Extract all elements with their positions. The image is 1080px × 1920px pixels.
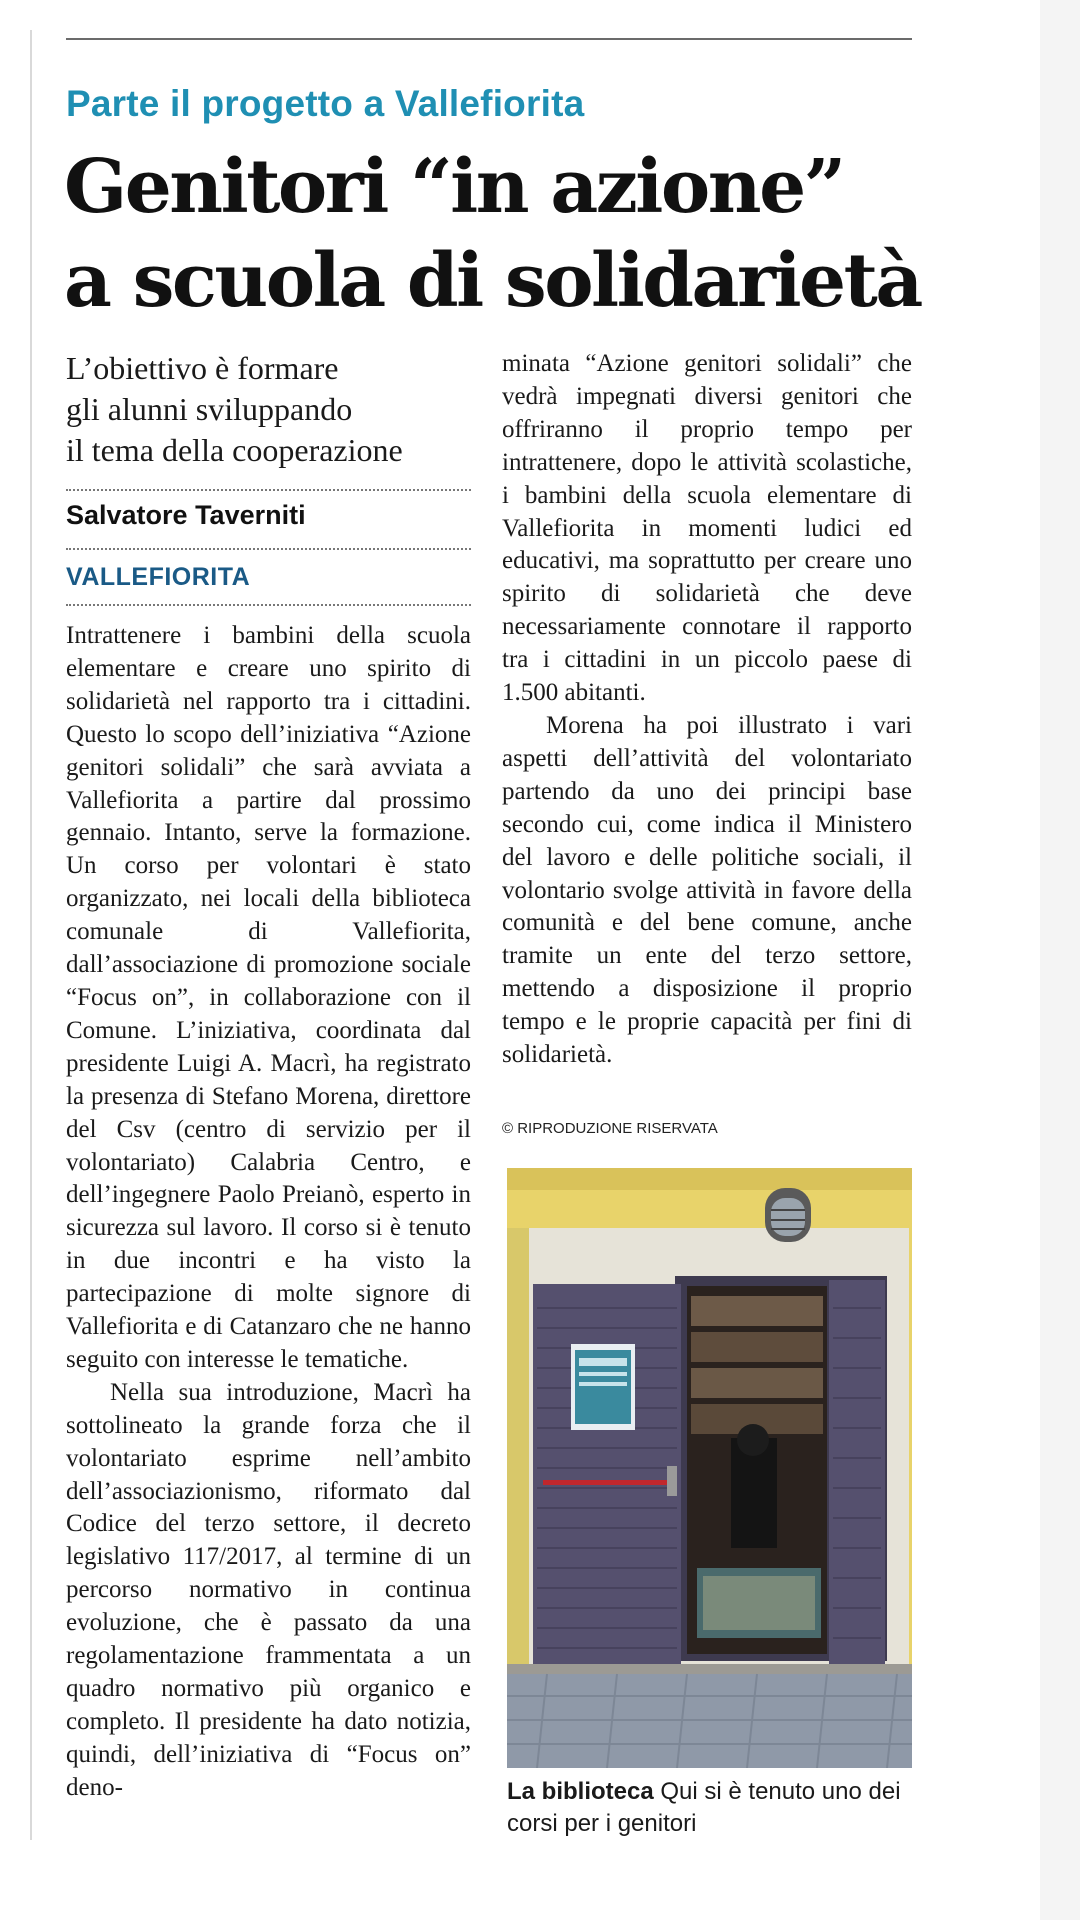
divider xyxy=(66,489,471,491)
body-paragraph: Nella sua introduzione, Macrì ha sottolineato la grande forza che il volontariato esprime nell’ambito dell’associazionismo, riformato dal Codice del terzo settore, il decreto legislativo 117/2017, al termine di un percorso normativo in continua evoluzione, che è passato da una regolamentazione frammentata a un quadro normativo più organico e completo. Il presidente ha dato notizia, quindi, dell’iniziativa di “Focus on” deno- xyxy=(66,1378,471,1801)
article-headline xyxy=(64,140,944,328)
divider xyxy=(66,604,471,606)
photo-caption xyxy=(507,1776,927,1840)
author-byline: Salvatore Taverniti xyxy=(66,500,306,530)
top-rule xyxy=(66,38,912,40)
caption-title: La biblioteca xyxy=(507,1778,654,1805)
caption-text: Qui si è tenuto uno dei corsi per i genitori xyxy=(507,1778,901,1837)
headline-line-2: a scuola di solidarietà xyxy=(64,238,921,324)
article-column-right xyxy=(502,348,912,1072)
summary-line-2: gli alunni sviluppando xyxy=(66,391,353,427)
summary-line-3: il tema della cooperazione xyxy=(66,432,403,468)
divider xyxy=(66,548,471,550)
page-margin xyxy=(1040,0,1080,1920)
dateline: VALLEFIORITA xyxy=(66,563,251,591)
summary-line-1: L’obiettivo è formare xyxy=(66,350,339,386)
body-paragraph: Morena ha poi illustrato i vari aspetti dell’attività del volontariato partendo da uno dei principi base secondo cui, come indica il Ministero del lavoro e delle politiche sociali, il volontario svolge attività in favore della comunità e del bene comune, anche tramite un ente del terzo settore, mettendo a disposizione il proprio tempo e le proprie capacità per fini di solidarietà. xyxy=(502,711,912,1069)
copyright-notice: © RIPRODUZIONE RISERVATA xyxy=(502,1120,718,1137)
headline-line-1: Genitori “in azione” xyxy=(64,144,844,230)
article-column-left xyxy=(66,620,471,1805)
page-edge xyxy=(30,30,32,1840)
article-kicker: Parte il progetto a Vallefiorita xyxy=(66,83,585,124)
body-paragraph: minata “Azione genitori solidali” che vedrà impegnati diversi genitori che offriranno il proprio tempo per intrattenere, dopo le attività scolastiche, i bambini della scuola elementare di Vallefiorita in momenti ludici ed educativi, ma soprattutto per creare uno spirito di solidarietà che deve necessariamente connotare il rapporto tra i cittadini in un piccolo paese di 1.500 abitanti. xyxy=(502,350,912,707)
article-summary xyxy=(66,348,486,471)
library-door-photo xyxy=(507,1168,912,1768)
body-paragraph: Intrattenere i bambini della scuola elementare e creare uno spirito di solidarietà nel rapporto tra i cittadini. Questo lo scopo dell’iniziativa “Azione genitori solidali” che sarà avviata a Vallefiorita a partire dal prossimo gennaio. Intanto, serve la formazione. Un corso per volontari è stato organizzato, nei locali della biblioteca comunale di Vallefiorita, dall’associazione di promozione sociale “Focus on”, in collaborazione con il Comune. L’iniziativa, coordinata dal presidente Luigi A. Macrì, ha registrato la presenza di Stefano Morena, direttore del Csv (centro di servizio per il volontariato) Calabria Centro, e dell’ingegnere Paolo Preianò, esperto in sicurezza sul lavoro. Il corso si è tenuto in due incontri e ha visto la partecipazione di molte signore di Vallefiorita e di Catanzaro che ne hanno seguito con interesse le tematiche. xyxy=(66,622,471,1373)
photo-illustration xyxy=(507,1168,912,1768)
